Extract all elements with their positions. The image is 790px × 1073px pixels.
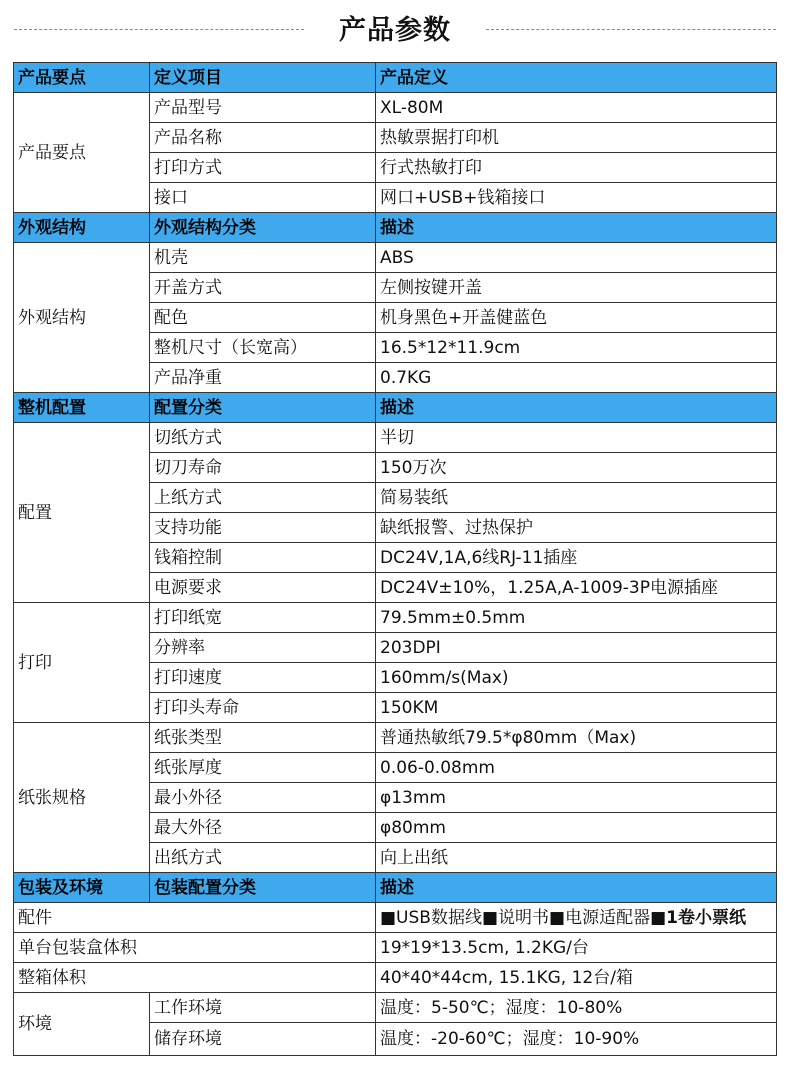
spec-item-value: 160mm/s(Max) [376, 663, 777, 693]
accessory-item: ■说明书 [481, 907, 550, 928]
section-header-category: 整机配置 [14, 393, 150, 423]
environment-row [14, 993, 777, 1023]
box-volume-row [14, 933, 777, 963]
spec-item-value: 150万次 [376, 453, 777, 483]
spec-item-value: DC24V,1A,6线RJ-11插座 [376, 543, 777, 573]
spec-row [14, 723, 777, 753]
spec-row [14, 93, 777, 123]
section-header-definition: 描述 [376, 873, 777, 903]
accessories-value [376, 903, 777, 933]
section-header-row [14, 873, 777, 903]
group-label: 配置 [14, 423, 150, 603]
spec-item-label: 切纸方式 [150, 423, 376, 453]
spec-item-label: 打印纸宽 [150, 603, 376, 633]
spec-table-body [14, 63, 777, 1056]
box-volume-label: 单台包装盒体积 [14, 933, 376, 963]
spec-item-value: 0.7KG [376, 363, 777, 393]
spec-table [13, 62, 777, 1056]
spec-item-label: 纸张厚度 [150, 753, 376, 783]
spec-item-label: 上纸方式 [150, 483, 376, 513]
page-title: 产品参数 [339, 15, 451, 46]
section-header-row [14, 393, 777, 423]
section-header-category: 包装及环境 [14, 873, 150, 903]
spec-item-value: 向上出纸 [376, 843, 777, 873]
section-header-item: 定义项目 [150, 63, 376, 93]
spec-row [14, 243, 777, 273]
spec-item-value: 网口+USB+钱箱接口 [376, 183, 777, 213]
spec-item-value: 79.5mm±0.5mm [376, 603, 777, 633]
spec-item-value: 半切 [376, 423, 777, 453]
section-header-category: 外观结构 [14, 213, 150, 243]
section-header-item: 配置分类 [150, 393, 376, 423]
group-label: 纸张规格 [14, 723, 150, 873]
accessories-row [14, 903, 777, 933]
environment-label: 环境 [14, 993, 150, 1056]
spec-item-label: 打印头寿命 [150, 693, 376, 723]
spec-item-value: 简易装纸 [376, 483, 777, 513]
spec-item-label: 机壳 [150, 243, 376, 273]
spec-item-label: 电源要求 [150, 573, 376, 603]
spec-item-value: 热敏票据打印机 [376, 123, 777, 153]
spec-item-value: φ80mm [376, 813, 777, 843]
spec-row [14, 423, 777, 453]
spec-item-value: 行式热敏打印 [376, 153, 777, 183]
group-label: 外观结构 [14, 243, 150, 393]
section-header-definition: 产品定义 [376, 63, 777, 93]
accessory-item: ■USB数据线 [380, 907, 482, 928]
carton-volume-value: 40*40*44cm, 15.1KG, 12台/箱 [376, 963, 777, 993]
spec-item-value: 机身黑色+开盖健蓝色 [376, 303, 777, 333]
spec-item-value: XL-80M [376, 93, 777, 123]
spec-item-label: 产品型号 [150, 93, 376, 123]
environment-item-label: 工作环境 [150, 993, 376, 1023]
environment-item-value: 温度：-20-60℃；湿度：10-90% [376, 1023, 777, 1056]
accessories-label: 配件 [14, 903, 376, 933]
spec-item-label: 最大外径 [150, 813, 376, 843]
box-volume-value: 19*19*13.5cm, 1.2KG/台 [376, 933, 777, 963]
spec-item-label: 整机尺寸（长宽高） [150, 333, 376, 363]
carton-volume-label: 整箱体积 [14, 963, 376, 993]
title-dash-right [486, 29, 776, 30]
section-header-definition: 描述 [376, 393, 777, 423]
spec-item-value: 150KM [376, 693, 777, 723]
spec-item-label: 产品名称 [150, 123, 376, 153]
section-header-row [14, 63, 777, 93]
spec-item-label: 打印速度 [150, 663, 376, 693]
spec-item-value: 缺纸报警、过热保护 [376, 513, 777, 543]
spec-item-value: φ13mm [376, 783, 777, 813]
section-header-row [14, 213, 777, 243]
spec-item-label: 最小外径 [150, 783, 376, 813]
spec-item-label: 开盖方式 [150, 273, 376, 303]
accessory-item: ■电源适配器 [549, 907, 651, 928]
section-header-category: 产品要点 [14, 63, 150, 93]
spec-item-label: 纸张类型 [150, 723, 376, 753]
spec-item-value: 0.06-0.08mm [376, 753, 777, 783]
spec-item-label: 产品净重 [150, 363, 376, 393]
section-header-item: 外观结构分类 [150, 213, 376, 243]
spec-item-value: 左侧按键开盖 [376, 273, 777, 303]
group-label: 产品要点 [14, 93, 150, 213]
spec-item-label: 配色 [150, 303, 376, 333]
spec-item-value: DC24V±10%，1.25A,A-1009-3P电源插座 [376, 573, 777, 603]
spec-item-label: 打印方式 [150, 153, 376, 183]
spec-item-label: 切刀寿命 [150, 453, 376, 483]
environment-item-value: 温度：5-50℃；湿度：10-80% [376, 993, 777, 1023]
spec-item-label: 支持功能 [150, 513, 376, 543]
carton-volume-row [14, 963, 777, 993]
spec-item-label: 钱箱控制 [150, 543, 376, 573]
section-header-item: 包装配置分类 [150, 873, 376, 903]
spec-item-value: 16.5*12*11.9cm [376, 333, 777, 363]
spec-item-value: ABS [376, 243, 777, 273]
spec-row [14, 603, 777, 633]
spec-item-label: 接口 [150, 183, 376, 213]
environment-item-label: 储存环境 [150, 1023, 376, 1056]
spec-item-label: 出纸方式 [150, 843, 376, 873]
group-label: 打印 [14, 603, 150, 723]
section-header-definition: 描述 [376, 213, 777, 243]
spec-item-value: 203DPI [376, 633, 777, 663]
spec-item-label: 分辨率 [150, 633, 376, 663]
title-bar [0, 0, 790, 58]
accessory-item: ■1卷小票纸 [650, 907, 746, 928]
spec-item-value: 普通热敏纸79.5*φ80mm（Max) [376, 723, 777, 753]
